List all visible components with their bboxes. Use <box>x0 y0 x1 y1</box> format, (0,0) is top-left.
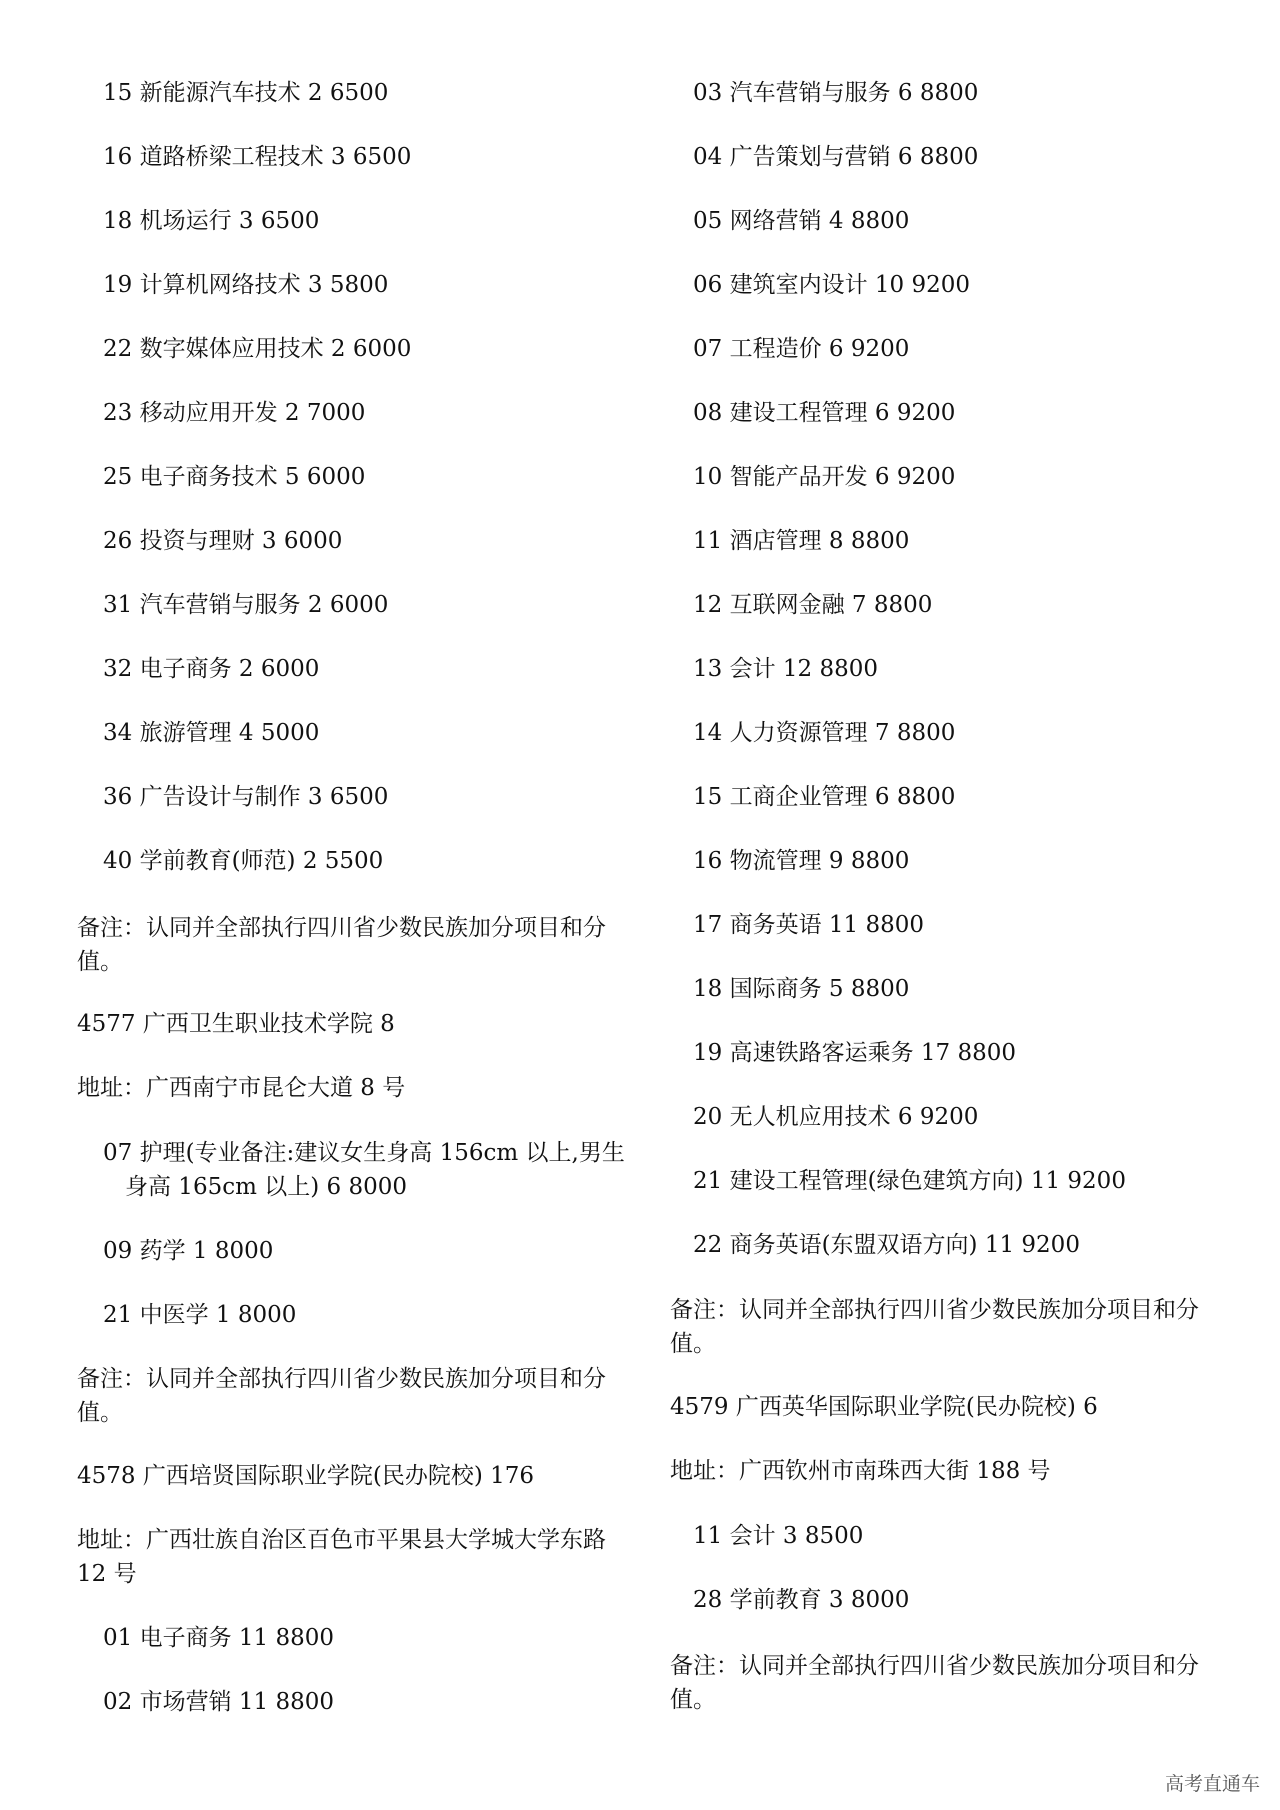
school-header: 4579 广西英华国际职业学院(民办院校) 6 <box>670 1394 1098 1420</box>
major-row: 22 商务英语(东盟双语方向) 11 9200 <box>693 1232 1080 1258</box>
major-row: 17 商务英语 11 8800 <box>693 912 924 938</box>
note-line: 值。 <box>670 1331 716 1357</box>
major-row: 09 药学 1 8000 <box>103 1238 274 1264</box>
major-row: 07 护理(专业备注:建议女生身高 156cm 以上,男生 <box>103 1140 625 1166</box>
major-row: 16 物流管理 9 8800 <box>693 848 910 874</box>
major-row: 13 会计 12 8800 <box>693 656 878 682</box>
major-row: 07 工程造价 6 9200 <box>693 336 910 362</box>
major-row: 20 无人机应用技术 6 9200 <box>693 1104 979 1130</box>
major-row: 16 道路桥梁工程技术 3 6500 <box>103 144 412 170</box>
major-row: 身高 165cm 以上) 6 8000 <box>125 1174 407 1200</box>
major-row: 15 新能源汽车技术 2 6500 <box>103 80 389 106</box>
major-row: 05 网络营销 4 8800 <box>693 208 910 234</box>
major-row: 01 电子商务 11 8800 <box>103 1625 334 1651</box>
major-row: 34 旅游管理 4 5000 <box>103 720 320 746</box>
major-row: 02 市场营销 11 8800 <box>103 1689 334 1715</box>
major-row: 08 建设工程管理 6 9200 <box>693 400 956 426</box>
note-line: 值。 <box>77 1400 123 1426</box>
school-header: 4578 广西培贤国际职业学院(民办院校) 176 <box>77 1463 535 1489</box>
major-row: 11 会计 3 8500 <box>693 1523 864 1549</box>
address-line: 地址：广西南宁市昆仑大道 8 号 <box>77 1075 406 1101</box>
address-line: 12 号 <box>77 1561 137 1587</box>
major-row: 32 电子商务 2 6000 <box>103 656 320 682</box>
school-header: 4577 广西卫生职业技术学院 8 <box>77 1011 395 1037</box>
major-row: 03 汽车营销与服务 6 8800 <box>693 80 979 106</box>
major-row: 06 建筑室内设计 10 9200 <box>693 272 970 298</box>
watermark-text: 高考直通车 <box>1164 1773 1260 1795</box>
major-row: 18 国际商务 5 8800 <box>693 976 910 1002</box>
major-row: 14 人力资源管理 7 8800 <box>693 720 956 746</box>
major-row: 31 汽车营销与服务 2 6000 <box>103 592 389 618</box>
major-row: 23 移动应用开发 2 7000 <box>103 400 366 426</box>
major-row: 11 酒店管理 8 8800 <box>693 528 910 554</box>
major-row: 40 学前教育(师范) 2 5500 <box>103 848 384 874</box>
note-line: 备注：认同并全部执行四川省少数民族加分项目和分 <box>670 1653 1199 1679</box>
major-row: 22 数字媒体应用技术 2 6000 <box>103 336 412 362</box>
note-line: 备注：认同并全部执行四川省少数民族加分项目和分 <box>670 1297 1199 1323</box>
major-row: 21 建设工程管理(绿色建筑方向) 11 9200 <box>693 1168 1126 1194</box>
note-line: 备注：认同并全部执行四川省少数民族加分项目和分 <box>77 1366 606 1392</box>
major-row: 28 学前教育 3 8000 <box>693 1587 910 1613</box>
major-row: 36 广告设计与制作 3 6500 <box>103 784 389 810</box>
major-row: 19 计算机网络技术 3 5800 <box>103 272 389 298</box>
note-line: 值。 <box>670 1687 716 1713</box>
major-row: 18 机场运行 3 6500 <box>103 208 320 234</box>
note-line: 备注：认同并全部执行四川省少数民族加分项目和分 <box>77 915 606 941</box>
major-row: 10 智能产品开发 6 9200 <box>693 464 956 490</box>
major-row: 12 互联网金融 7 8800 <box>693 592 933 618</box>
major-row: 21 中医学 1 8000 <box>103 1302 297 1328</box>
major-row: 04 广告策划与营销 6 8800 <box>693 144 979 170</box>
address-line: 地址：广西壮族自治区百色市平果县大学城大学东路 <box>77 1527 606 1553</box>
note-line: 值。 <box>77 949 123 975</box>
major-row: 26 投资与理财 3 6000 <box>103 528 343 554</box>
major-row: 15 工商企业管理 6 8800 <box>693 784 956 810</box>
major-row: 19 高速铁路客运乘务 17 8800 <box>693 1040 1016 1066</box>
major-row: 25 电子商务技术 5 6000 <box>103 464 366 490</box>
address-line: 地址：广西钦州市南珠西大街 188 号 <box>670 1458 1051 1484</box>
